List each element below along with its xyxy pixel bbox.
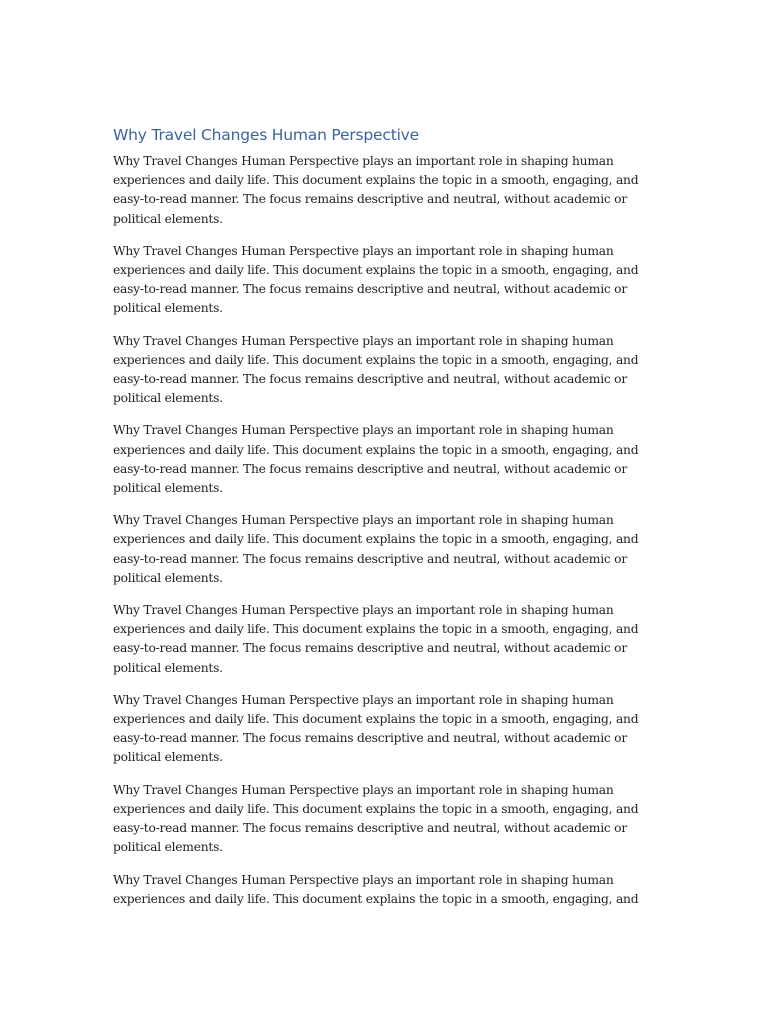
paragraph-line: experiences and daily life. This document explains the topic in a smooth, engaging, and (113, 442, 639, 457)
paragraph-line: experiences and daily life. This document explains the topic in a smooth, engaging, and (113, 712, 639, 727)
paragraph-line: political elements. (113, 481, 223, 496)
paragraph-line: experiences and daily life. This document explains the topic in a smooth, engaging, and (113, 352, 639, 367)
paragraph-line: easy-to-read manner. The focus remains descriptive and neutral, without academic or (113, 461, 627, 476)
document-title: Why Travel Changes Human Perspective (113, 126, 419, 144)
paragraph-line: experiences and daily life. This document explains the topic in a smooth, engaging, and (113, 263, 639, 278)
paragraph-line: political elements. (113, 750, 223, 765)
paragraph-line: Why Travel Changes Human Perspective plays an important role in shaping human (113, 782, 614, 797)
paragraph-line: experiences and daily life. This document explains the topic in a smooth, engaging, and (113, 622, 639, 637)
paragraph-line: Why Travel Changes Human Perspective plays an important role in shaping human (113, 243, 614, 258)
paragraph-line: Why Travel Changes Human Perspective plays an important role in shaping human (113, 872, 614, 887)
paragraph-list (113, 152, 643, 909)
paragraph-line: experiences and daily life. This document explains the topic in a smooth, engaging, and (113, 891, 639, 906)
paragraph-line: political elements. (113, 570, 223, 585)
paragraph-line: easy-to-read manner. The focus remains descriptive and neutral, without academic or (113, 192, 627, 207)
paragraph-line: easy-to-read manner. The focus remains descriptive and neutral, without academic or (113, 821, 627, 836)
paragraph-line: Why Travel Changes Human Perspective plays an important role in shaping human (113, 513, 614, 528)
paragraph-line: Why Travel Changes Human Perspective plays an important role in shaping human (113, 154, 614, 168)
paragraph-line: easy-to-read manner. The focus remains descriptive and neutral, without academic or (113, 282, 627, 297)
paragraph-line: political elements. (113, 660, 223, 675)
body-paragraph (113, 601, 643, 678)
body-paragraph (113, 781, 643, 858)
paragraph-line: Why Travel Changes Human Perspective plays an important role in shaping human (113, 692, 614, 707)
document-body (113, 124, 643, 922)
paragraph-line: easy-to-read manner. The focus remains descriptive and neutral, without academic or (113, 372, 627, 387)
paragraph-line: easy-to-read manner. The focus remains descriptive and neutral, without academic or (113, 731, 627, 746)
paragraph-line: experiences and daily life. This document explains the topic in a smooth, engaging, and (113, 532, 639, 547)
body-paragraph (113, 152, 643, 229)
paragraph-line: political elements. (113, 391, 223, 406)
paragraph-line: experiences and daily life. This document explains the topic in a smooth, engaging, and (113, 173, 639, 188)
body-paragraph (113, 242, 643, 319)
body-paragraph (113, 511, 643, 588)
paragraph-line: political elements. (113, 840, 223, 855)
paragraph-line: political elements. (113, 211, 223, 226)
paragraph-line: easy-to-read manner. The focus remains descriptive and neutral, without academic or (113, 641, 627, 656)
paragraph-line: political elements. (113, 301, 223, 316)
paragraph-line: experiences and daily life. This document explains the topic in a smooth, engaging, and (113, 801, 639, 816)
paragraph-line: Why Travel Changes Human Perspective plays an important role in shaping human (113, 603, 614, 618)
paragraph-line: Why Travel Changes Human Perspective plays an important role in shaping human (113, 423, 614, 438)
body-paragraph (113, 332, 643, 409)
body-paragraph (113, 691, 643, 768)
body-paragraph (113, 421, 643, 498)
body-paragraph (113, 871, 643, 909)
paragraph-line: Why Travel Changes Human Perspective plays an important role in shaping human (113, 333, 614, 348)
paragraph-line: easy-to-read manner. The focus remains descriptive and neutral, without academic or (113, 551, 627, 566)
